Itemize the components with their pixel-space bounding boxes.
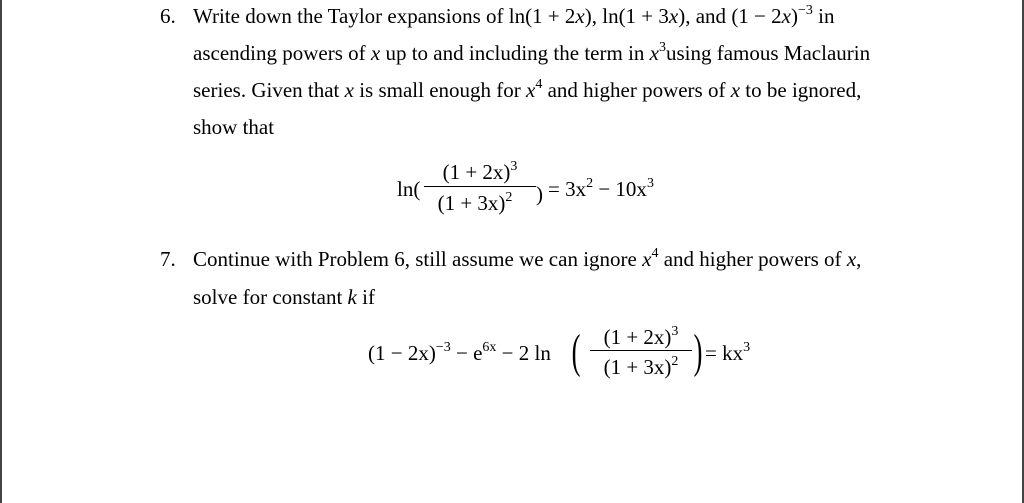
p6-l3-mid: is small enough for xyxy=(353,78,527,102)
p6-l3-pre: series. Given that xyxy=(193,78,345,102)
p6-l1-text: Write down the Taylor expansions of xyxy=(193,4,509,28)
p6-f2: ln(1 + 3 xyxy=(602,4,669,28)
p7-eq-numerator xyxy=(586,325,696,350)
problem-6-line-2 xyxy=(193,41,870,65)
p7-eq-fraction-bar xyxy=(590,350,692,351)
p6-l2-var2: x xyxy=(649,41,659,65)
p6-eq-denominator xyxy=(414,191,536,216)
p6-f3-var: x xyxy=(781,4,791,28)
p7-l2-var: k xyxy=(347,285,357,309)
p7-eq-lhs xyxy=(368,341,551,366)
problem-6-line-4: show that xyxy=(193,115,275,139)
p7-eq-e-exp: 6x xyxy=(482,340,497,355)
p6-f3-exp: −3 xyxy=(797,3,813,18)
p7-l2-post: if xyxy=(356,285,375,309)
p7-eq-den-text: (1 + 3x) xyxy=(603,355,672,379)
problem-7-number: 7. xyxy=(160,247,176,271)
left-border xyxy=(0,0,2,503)
p6-l3-var: x xyxy=(344,78,354,102)
p7-l2-pre: solve for constant xyxy=(193,285,348,309)
p6-eq-close: ) xyxy=(536,182,543,206)
p7-l1-exp: 4 xyxy=(651,246,659,261)
p7-eq-num-exp: 3 xyxy=(671,324,679,339)
p7-l1-post: , xyxy=(856,247,862,271)
p6-eq-num-text: (1 + 2x) xyxy=(442,160,511,184)
p6-f3: (1 − 2 xyxy=(731,4,782,28)
p6-l3-post: to be ignored, xyxy=(740,78,862,102)
p7-l1-pre: Continue with Problem 6, still assume we can ignore xyxy=(193,247,643,271)
p6-f3-end: ) xyxy=(790,4,798,28)
p6-l2-var: x xyxy=(370,41,381,65)
p7-eq-num-text: (1 + 2x) xyxy=(603,325,672,349)
p6-l2-pre: ascending powers of xyxy=(193,41,371,65)
p7-eq-left-paren: ( xyxy=(571,325,581,378)
problem-7-line-2 xyxy=(193,285,375,309)
p7-eq-rhs xyxy=(705,341,750,366)
p6-f1-var: x xyxy=(575,4,585,28)
p6-eq-ln: ln( xyxy=(397,177,421,201)
problem-6-line-1 xyxy=(193,4,834,28)
p7-eq-minus-e: − e xyxy=(450,341,483,365)
p6-l1-post: in xyxy=(812,4,835,28)
p6-eq-fraction-bar xyxy=(424,186,536,187)
p7-eq-right-paren: ) xyxy=(693,325,703,378)
p6-l3-mid2: and higher powers of xyxy=(542,78,731,102)
p7-l1-var: x xyxy=(642,247,652,271)
p7-eq-lhs-exp: −3 xyxy=(435,340,451,355)
p6-eq-rhs-exp1: 2 xyxy=(586,176,594,191)
p6-l3-var3: x xyxy=(730,78,741,102)
p7-eq-lhs-text: (1 − 2x) xyxy=(368,341,436,365)
p6-eq-rhs-mid: − 10x xyxy=(593,177,647,201)
p6-l2-post: using famous Maclaurin xyxy=(665,41,871,65)
p6-eq-den-text: (1 + 3x) xyxy=(437,191,506,215)
p6-f1-end: ), xyxy=(584,4,603,28)
p7-eq-rhs-text: = kx xyxy=(705,341,744,365)
p6-eq-rhs xyxy=(548,177,654,202)
p6-eq-den-exp: 2 xyxy=(505,190,513,205)
problem-6-number: 6. xyxy=(160,4,176,28)
p6-eq-num-exp: 3 xyxy=(510,159,518,174)
p6-eq-rhs-exp2: 3 xyxy=(646,176,654,191)
p7-eq-denominator xyxy=(586,355,696,380)
p6-l2-mid: up to and including the term in xyxy=(380,41,650,65)
p6-eq-numerator xyxy=(424,160,536,185)
p7-eq-den-exp: 2 xyxy=(671,354,679,369)
p7-l1-var2: x xyxy=(846,247,857,271)
p6-f1: ln(1 + 2 xyxy=(508,4,576,28)
p7-l1-mid: and higher powers of xyxy=(658,247,847,271)
problem-7-line-1 xyxy=(193,247,861,271)
p6-l2-exp: 3 xyxy=(658,40,666,55)
p6-l3-exp: 4 xyxy=(535,77,543,92)
p6-f2-end: ), and xyxy=(678,4,732,28)
p6-f2-var: x xyxy=(668,4,679,28)
p7-eq-rhs-exp: 3 xyxy=(743,340,751,355)
problem-6-line-3 xyxy=(193,78,861,102)
p7-eq-minus-ln: − 2 ln xyxy=(496,341,551,365)
p6-l3-var2: x xyxy=(526,78,536,102)
p6-eq-rhs-text: = 3x xyxy=(548,177,587,201)
